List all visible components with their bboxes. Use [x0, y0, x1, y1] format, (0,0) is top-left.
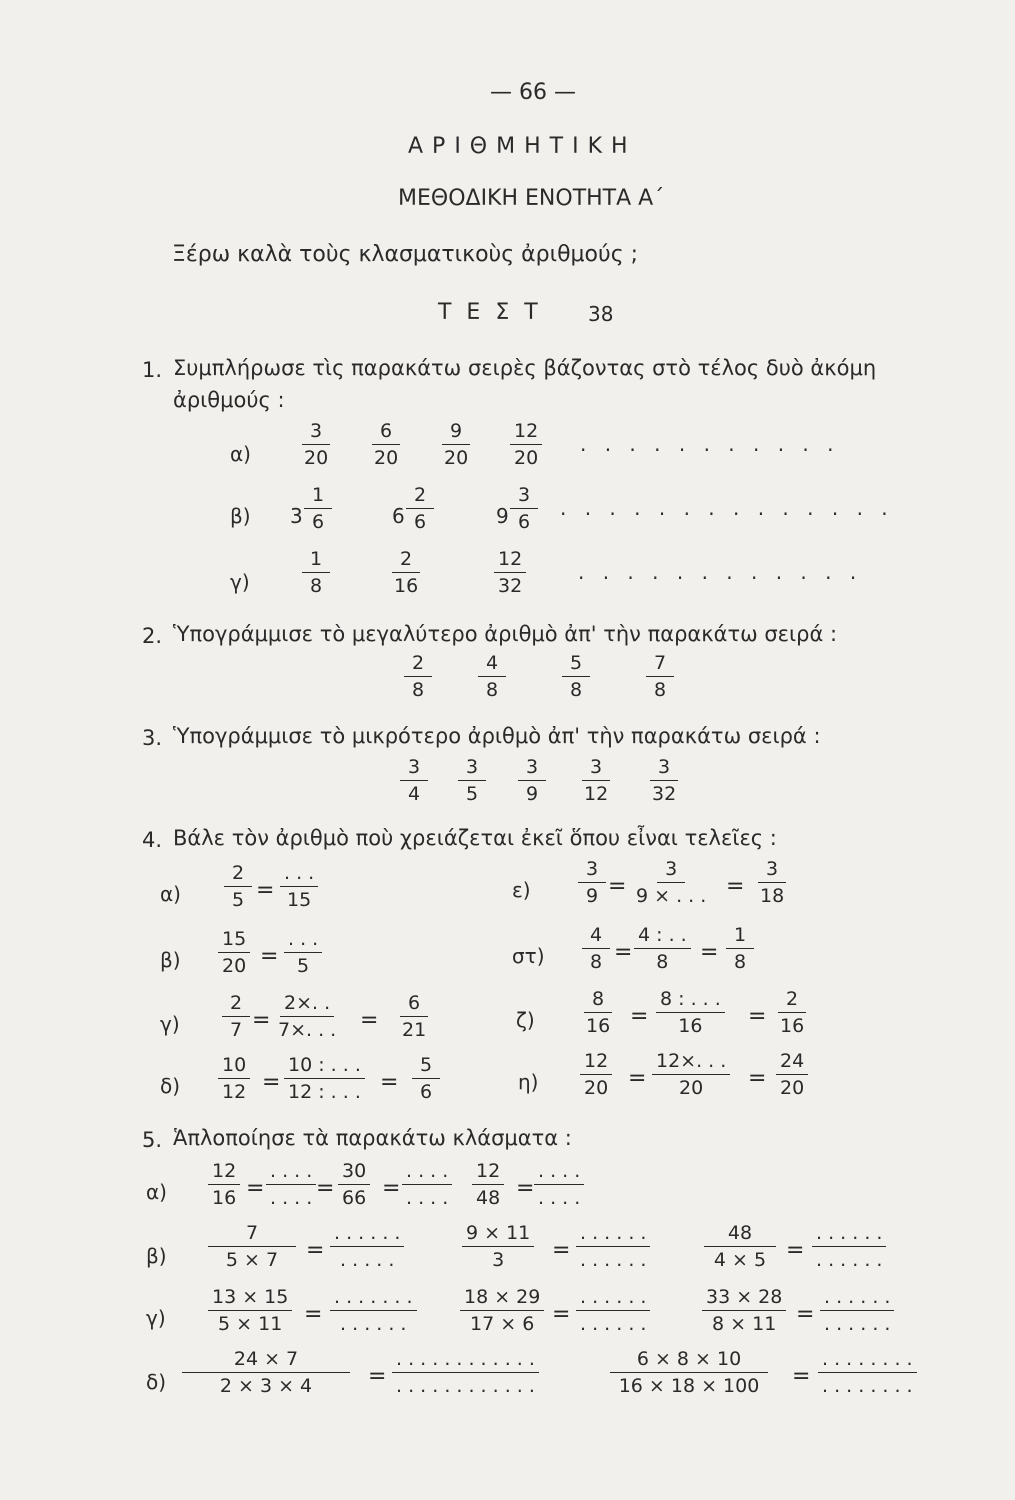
q1a-fraction: $\frac{6}{20}$ — [374, 420, 399, 469]
q5c-fraction: $\frac{18 \times 29}{17 \times 6}$ — [460, 1288, 544, 1334]
q4e-blank-fraction[interactable]: $\frac{3}{9 \times . . .}$ — [636, 858, 707, 907]
q4h-label: η) — [518, 1070, 539, 1094]
equals-sign: = — [748, 1004, 767, 1029]
q4b-label: β) — [160, 948, 181, 972]
q5a-fraction: $\frac{12}{16}$ — [208, 1162, 240, 1208]
q2-fraction[interactable]: $\frac{2}{8}$ — [404, 654, 432, 700]
q1a-blank[interactable]: . . . . . . . . . . . — [580, 432, 840, 456]
q4h-blank-fraction[interactable]: $\frac{12\times. . .}{20}$ — [652, 1052, 730, 1098]
q5a-blank-fraction[interactable]: . . . . . . . . — [534, 1162, 584, 1208]
equals-sign: = — [726, 874, 745, 899]
equals-sign: = — [748, 1066, 767, 1091]
q4c-fraction: $\frac{2}{7}$ — [222, 994, 250, 1040]
q1c-label: γ) — [230, 570, 250, 594]
q5a-blank-fraction[interactable]: . . . . . . . . — [266, 1162, 316, 1208]
q4-number: 4. — [142, 828, 163, 852]
q5b-blank-fraction[interactable]: . . . . . . . . . . . . — [812, 1224, 886, 1270]
q5a-blank-fraction[interactable]: . . . . . . . . — [402, 1162, 452, 1208]
q3-fraction[interactable]: $\frac{3}{9}$ — [518, 758, 546, 804]
q1b-blank[interactable]: . . . . . . . . . . . . . . — [560, 496, 894, 520]
q5d-fraction: $\frac{24 \times 7}{2 \times 3 \times 4}$ — [182, 1350, 350, 1396]
q5c-fraction: $\frac{13 \times 15}{5 \times 11}$ — [208, 1288, 292, 1334]
q4z-fraction: $\frac{8}{16}$ — [586, 988, 611, 1037]
equals-sign: = — [246, 1176, 265, 1201]
q4z-label: ζ) — [516, 1008, 535, 1032]
q4st-fraction: $\frac{4}{8}$ — [582, 926, 610, 972]
q1a-fraction: $\frac{3}{20}$ — [304, 420, 329, 469]
q4a-label: α) — [160, 882, 181, 906]
unit-heading: ΜΕΘΟΔΙΚΗ ΕΝΟΤΗΤΑ Α΄ — [398, 186, 665, 211]
q1-number: 1. — [142, 358, 163, 382]
q1b-whole: 9 — [496, 504, 509, 528]
q2-number: 2. — [142, 624, 163, 648]
equals-sign: = — [262, 1070, 281, 1095]
q4b-blank-fraction[interactable]: . . . 5 — [284, 930, 322, 976]
equals-sign: = — [304, 1302, 323, 1327]
q1b-whole: 3 — [290, 504, 303, 528]
q5a-label: α) — [146, 1180, 167, 1204]
equals-sign: = — [256, 878, 275, 903]
q5b-label: β) — [146, 1244, 167, 1268]
q1b-label: β) — [230, 504, 251, 528]
test-number: 38 — [588, 302, 614, 326]
q5a-fraction: $\frac{30}{66}$ — [338, 1162, 370, 1208]
q5d-blank-fraction[interactable]: . . . . . . . . . . . . . . . . — [818, 1350, 917, 1396]
q4d-fraction: $\frac{10}{12}$ — [218, 1056, 250, 1102]
equals-sign: = — [360, 1008, 379, 1033]
q4z-blank-fraction[interactable]: $\frac{8 : . . .}{16}$ — [656, 990, 725, 1036]
q4st-fraction: $\frac{1}{8}$ — [726, 926, 754, 972]
q1a-fraction: $\frac{12}{20}$ — [510, 422, 542, 468]
q5-text: Ἁπλοποίησε τὰ παρακάτω κλάσματα : — [173, 1126, 572, 1150]
q1c-fraction: $\frac{12}{32}$ — [494, 550, 526, 596]
q4c-label: γ) — [160, 1012, 180, 1036]
equals-sign: = — [796, 1302, 815, 1327]
equals-sign: = — [306, 1238, 325, 1263]
q1b-fraction: $\frac{3}{6}$ — [510, 486, 538, 532]
q5d-blank-fraction[interactable]: . . . . . . . . . . . . . . . . . . . . . . . . — [392, 1350, 539, 1396]
q4d-fraction: $\frac{5}{6}$ — [412, 1056, 440, 1102]
q3-text: Ὑπογράμμισε τὸ μικρότερο ἀριθμὸ ἀπ' τὴν παρακάτω σειρά : — [173, 724, 821, 748]
q4h-fraction: $\frac{24}{20}$ — [776, 1052, 808, 1098]
q2-fraction[interactable]: $\frac{4}{8}$ — [478, 654, 506, 700]
q5d-label: δ) — [146, 1370, 167, 1394]
q5b-fraction: $\frac{48}{4 \times 5}$ — [704, 1224, 776, 1270]
equals-sign: = — [614, 940, 633, 965]
q5-number: 5. — [142, 1128, 163, 1152]
equals-sign: = — [552, 1238, 571, 1263]
q5d-fraction: $\frac{6 \times 8 \times 10}{16 \times 18 \times 100}$ — [610, 1350, 768, 1396]
page-number: — 66 — — [490, 80, 576, 105]
q5c-blank-fraction[interactable]: . . . . . . . . . . . . — [820, 1288, 894, 1334]
q4st-blank-fraction[interactable]: $\frac{4 : . .}{8}$ — [634, 926, 691, 972]
q5c-blank-fraction[interactable]: . . . . . . . . . . . . — [576, 1288, 650, 1334]
q4c-blank-fraction[interactable]: $\frac{2\times. .}{7\times. . .}$ — [278, 992, 337, 1041]
q3-fraction[interactable]: $\frac{3}{5}$ — [458, 758, 486, 804]
equals-sign: = — [608, 874, 627, 899]
q1a-fraction: $\frac{9}{20}$ — [444, 420, 469, 469]
q4e-fraction: $\frac{3}{9}$ — [578, 860, 606, 906]
q1-text: Συμπλήρωσε τὶς παρακάτω σειρὲς βάζοντας στὸ τέλος δυὸ ἀκόμη — [173, 356, 877, 380]
equals-sign: = — [792, 1364, 811, 1389]
q4z-fraction: $\frac{2}{16}$ — [780, 988, 805, 1037]
q5b-fraction: $\frac{7}{5 \times 7}$ — [208, 1224, 296, 1270]
equals-sign: = — [368, 1364, 387, 1389]
q4d-label: δ) — [160, 1074, 181, 1098]
q4e-label: ε) — [512, 878, 531, 902]
q4a-blank-fraction[interactable]: . . . 15 — [280, 864, 318, 910]
q5c-label: γ) — [146, 1306, 166, 1330]
q4d-blank-fraction[interactable]: $\frac{10 : . . .}{12 : . . .}$ — [284, 1056, 365, 1102]
q1c-blank[interactable]: . . . . . . . . . . . . — [578, 560, 863, 584]
q5a-fraction: $\frac{12}{48}$ — [472, 1162, 504, 1208]
q2-text: Ὑπογράμμισε τὸ μεγαλύτερο ἀριθμὸ ἀπ' τὴν παρακάτω σειρά : — [173, 622, 838, 646]
q1a-label: α) — [230, 442, 251, 466]
q2-fraction[interactable]: $\frac{5}{8}$ — [562, 654, 590, 700]
q4h-fraction: $\frac{12}{20}$ — [580, 1052, 612, 1098]
q1-text-cont: ἀριθμούς : — [173, 388, 285, 412]
equals-sign: = — [552, 1302, 571, 1327]
q4e-fraction: $\frac{3}{18}$ — [760, 858, 785, 907]
q3-fraction[interactable]: $\frac{3}{32}$ — [652, 756, 677, 805]
q5c-blank-fraction[interactable]: . . . . . . . . . . . . . — [330, 1288, 417, 1334]
q3-fraction[interactable]: $\frac{3}{12}$ — [584, 756, 609, 805]
q4b-fraction: $\frac{15}{20}$ — [218, 930, 250, 976]
equals-sign: = — [516, 1176, 535, 1201]
q5b-blank-fraction[interactable]: . . . . . . . . . . . — [330, 1224, 404, 1270]
section-question: Ξέρω καλὰ τοὺς κλασματικοὺς ἀριθμούς ; — [172, 242, 639, 267]
q1b-whole: 6 — [392, 504, 405, 528]
q5b-fraction: $\frac{9 \times 11}{3}$ — [462, 1224, 534, 1270]
q3-number: 3. — [142, 726, 163, 750]
equals-sign: = — [630, 1004, 649, 1029]
page-title: ΑΡΙΘΜΗΤΙΚΗ — [408, 134, 637, 159]
q4c-fraction: $\frac{6}{21}$ — [402, 992, 427, 1041]
q4-text: Βάλε τὸν ἀριθμὸ ποὺ χρειάζεται ἐκεῖ ὅπου εἶναι τελεῖες : — [173, 826, 777, 850]
q5c-fraction: $\frac{33 \times 28}{8 \times 11}$ — [702, 1288, 786, 1334]
q1c-fraction: $\frac{1}{8}$ — [302, 550, 330, 596]
equals-sign: = — [380, 1070, 399, 1095]
q4a-fraction: $\frac{2}{5}$ — [224, 864, 252, 910]
q2-fraction[interactable]: $\frac{7}{8}$ — [646, 654, 674, 700]
equals-sign: = — [700, 940, 719, 965]
equals-sign: = — [260, 944, 279, 969]
equals-sign: = — [628, 1066, 647, 1091]
equals-sign: = — [252, 1008, 271, 1033]
q5b-blank-fraction[interactable]: . . . . . . . . . . . . — [576, 1224, 650, 1270]
q1b-fraction: $\frac{2}{6}$ — [406, 486, 434, 532]
q1c-fraction: $\frac{2}{16}$ — [394, 548, 419, 597]
equals-sign: = — [382, 1176, 401, 1201]
q3-fraction[interactable]: $\frac{3}{4}$ — [400, 758, 428, 804]
q4st-label: στ) — [512, 944, 545, 968]
equals-sign: = — [786, 1238, 805, 1263]
test-label: Τ Ε Σ Τ — [438, 300, 542, 325]
q1b-fraction: $\frac{1}{6}$ — [304, 486, 332, 532]
equals-sign: = — [316, 1176, 335, 1201]
